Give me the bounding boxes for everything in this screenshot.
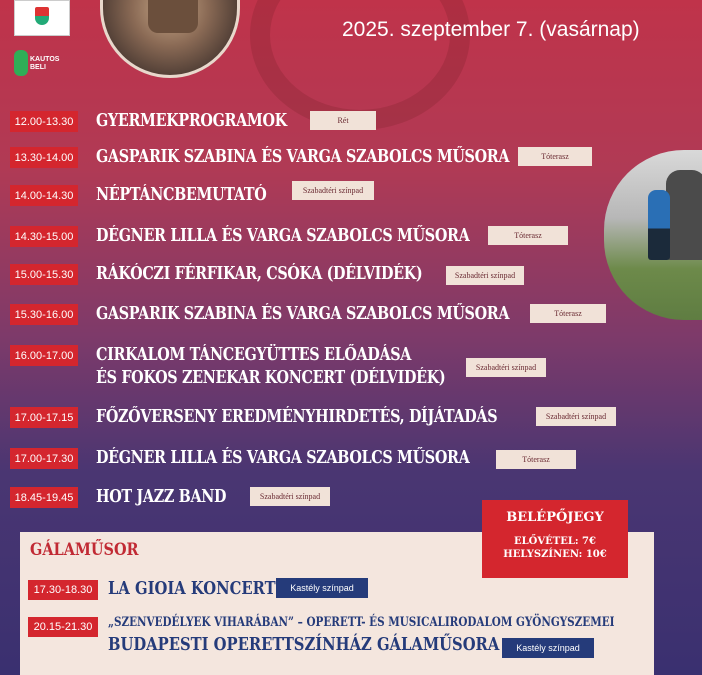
program-venue: Tóterasz [488,226,568,245]
program-venue: Tóterasz [518,147,592,166]
program-title: NÉPTÁNCBEMUTATÓ [96,185,267,205]
program-title: RÁKÓCZI FÉRFIKAR, CSÓKA (DÉLVIDÉK) [96,264,423,284]
program-time: 18.45-19.45 [10,487,78,508]
program-venue: Szabadtéri színpad [466,358,546,377]
gala-venue: Kastély színpad [502,638,594,658]
event-date: 2025. szeptember 7. (vasárnap) [342,18,640,41]
program-venue: Szabadtéri színpad [250,487,330,506]
program-time: 16.00-17.00 [10,345,78,366]
program-title: HOT JAZZ BAND [96,487,227,507]
program-title: DÉGNER LILLA ÉS VARGA SZABOLCS MŰSORA [96,226,470,246]
ticket-presale: ELŐVÉTEL: 7€ [514,536,596,547]
program-venue: Tóterasz [496,450,576,469]
program-title: GASPARIK SZABINA ÉS VARGA SZABOLCS MŰSORA [96,147,510,167]
program-title: GYERMEKPROGRAMOK [96,111,287,131]
program-time: 14.30-15.00 [10,226,78,247]
program-venue: Szabadtéri színpad [292,181,374,200]
program-title: CIRKALOM TÁNCEGYÜTTES ELŐADÁSA [96,345,412,365]
sponsor-logo-text: KAUTOS BELI [30,56,60,71]
program-time: 12.00-13.30 [10,111,78,132]
ticket-title: BELÉPŐJEGY [506,510,604,525]
program-time: 13.30-14.00 [10,147,78,168]
gala-time: 17.30-18.30 [28,580,98,600]
program-title-line2: ÉS FOKOS ZENEKAR KONCERT (DÉLVIDÉK) [96,368,446,388]
program-time: 14.00-14.30 [10,185,78,206]
program-time: 17.00-17.15 [10,407,78,428]
program-time: 17.00-17.30 [10,448,78,469]
program-venue: Szabadtéri színpad [536,407,616,426]
program-venue: Szabadtéri színpad [446,266,524,285]
program-time: 15.30-16.00 [10,304,78,325]
program-venue: Rét [310,111,376,130]
gala-item-title: BUDAPESTI OPERETTSZÍNHÁZ GÁLAMŰSORA [108,634,500,655]
gala-title: GÁLAMŰSOR [30,540,139,560]
ticket-badge [482,500,628,578]
program-title: FŐZŐVERSENY EREDMÉNYHIRDETÉS, DÍJÁTADÁS [96,407,498,427]
gala-item-title: LA GIOIA KONCERT [108,578,276,599]
program-time: 15.00-15.30 [10,264,78,285]
ticket-onsite: HELYSZÍNEN: 10€ [503,549,607,560]
gala-venue: Kastély színpad [276,578,368,598]
program-venue: Tóterasz [530,304,606,323]
gala-time: 20.15-21.30 [28,617,98,637]
gala-item-subtitle: „SZENVEDÉLYEK VIHARÁBAN” – OPERETT- ÉS MUSICALIRODALOM GYÖNGYSZEMEI [108,615,615,630]
program-title: GASPARIK SZABINA ÉS VARGA SZABOLCS MŰSORA [96,304,510,324]
program-title: DÉGNER LILLA ÉS VARGA SZABOLCS MŰSORA [96,448,470,468]
